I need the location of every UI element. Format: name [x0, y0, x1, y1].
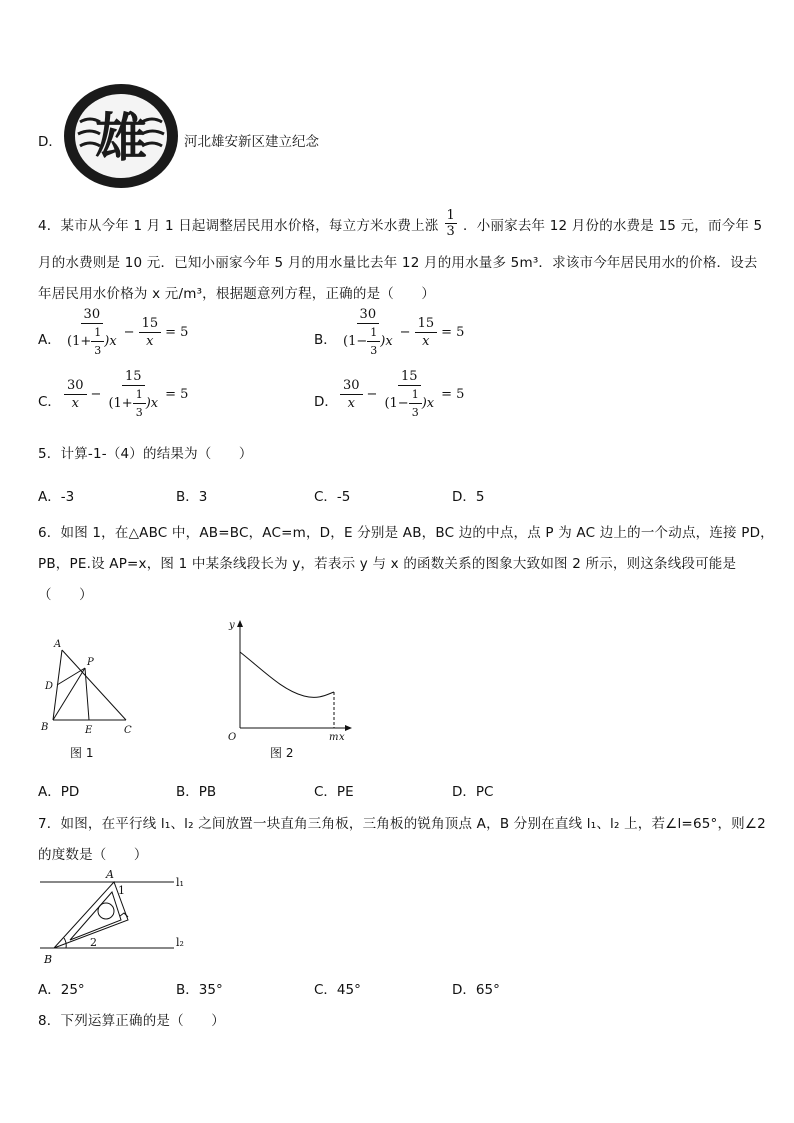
q5-option-a: A．-3: [38, 489, 75, 505]
q6-option-b: B．PB: [176, 784, 217, 800]
q4-line3: 年居民用水价格为 x 元/m³，根据题意列方程，正确的是（ ）: [38, 286, 436, 302]
svg-text:E: E: [85, 725, 93, 736]
svg-text:y: y: [229, 620, 235, 631]
svg-text:l₁: l₁: [176, 876, 184, 889]
q4-line1-b: ．小丽家去年 12 月份的水费是 15 元，而今年 5: [463, 217, 763, 234]
q6-line3: （ ）: [38, 587, 93, 603]
q4-fraction: $\frac{1}{3}$: [446, 208, 456, 239]
q4-option-b-label: B．: [314, 332, 337, 348]
svg-text:O: O: [228, 732, 237, 743]
q6-line1: 6．如图 1，在△ABC 中，AB=BC，AC=m，D，E 分别是 AB，BC 边的中点，点 P 为 AC 边上的一个动点，连接 PD，: [38, 525, 774, 541]
svg-text:C: C: [124, 725, 132, 736]
q4-line2: 月的水费则是 10 元．已知小丽家今年 5 月的用水量比去年 12 月的用水量多 5m³．求该市今年居民用水的价格．设去: [38, 255, 758, 271]
svg-text:A: A: [54, 639, 62, 650]
svg-text:A: A: [106, 868, 114, 881]
q7-option-a: A．25°: [38, 982, 85, 998]
svg-text:P: P: [87, 657, 94, 668]
q8-stem: 8．下列运算正确的是（ ）: [38, 1013, 225, 1029]
q4-option-d-label: D．: [314, 394, 338, 410]
q3-d-caption: 河北雄安新区建立纪念: [184, 134, 319, 150]
q7-option-d: D．65°: [452, 982, 500, 998]
parallel-lines-triangle: [36, 866, 196, 968]
q4-option-a-label: A．: [38, 332, 61, 348]
q6-figure-1: [36, 632, 146, 762]
q4-line1: [38, 208, 762, 239]
q7-line2: 的度数是（ ）: [38, 847, 148, 863]
svg-text:l₂: l₂: [176, 936, 184, 949]
q6-fig1-caption: 图 1: [70, 746, 94, 760]
q5-option-d: D．5: [452, 489, 485, 505]
q7-figure: [36, 866, 196, 968]
svg-text:2: 2: [90, 936, 97, 949]
q5-stem: 5．计算-1-（4）的结果为（ ）: [38, 446, 253, 462]
svg-text:x: x: [339, 732, 345, 743]
q6-option-d: D．PC: [452, 784, 494, 800]
q4-option-b-equation: 30 (1− $\frac{1}{3}$ )x − $\frac{15}{x}$ = 5: [343, 307, 465, 357]
svg-text:1: 1: [118, 884, 125, 897]
q5-option-b: B．3: [176, 489, 208, 505]
q6-line2: PB，PE.设 AP=x，图 1 中某条线段长为 y，若表示 y 与 x 的函数关系的图象大致如图 2 所示，则这条线段可能是: [38, 556, 737, 572]
svg-text:m: m: [329, 732, 339, 743]
q3-option-d: [38, 130, 62, 150]
q4-option-d-equation: $\frac{30}{x}$ − 15 (1− $\frac{1}{3}$ )x = 5: [340, 368, 468, 421]
function-graph: [224, 616, 354, 744]
q6-option-a: A．PD: [38, 784, 80, 800]
q7-option-c: C．45°: [314, 982, 361, 998]
q7-option-b: B．35°: [176, 982, 223, 998]
q4-line1-a: 4．某市从今年 1 月 1 日起调整居民用水价格，每立方米水费上涨: [38, 217, 439, 234]
logo-seal-icon: [62, 82, 180, 190]
svg-text:D: D: [45, 681, 54, 692]
svg-text:B: B: [44, 953, 53, 966]
q7-line1: 7．如图，在平行线 l₁、l₂ 之间放置一块直角三角板，三角板的锐角顶点 A，B 分别在直线 l₁、l₂ 上，若∠l=65°，则∠2: [38, 816, 766, 832]
q4-option-a-equation: 30 (1+ $\frac{1}{3}$ )x − $\frac{15}{x}$ = 5: [67, 307, 189, 357]
q4-option-c-equation: $\frac{30}{x}$ − 15 (1+ $\frac{1}{3}$ )x = 5: [64, 368, 192, 421]
q6-fig2-caption: 图 2: [270, 746, 294, 760]
svg-text:B: B: [41, 722, 49, 733]
q6-figure-2: [224, 616, 354, 762]
xiongan-logo: [62, 82, 180, 190]
svg-text:雄: 雄: [94, 108, 148, 169]
triangle-figure: [36, 632, 146, 737]
q6-option-c: C．PE: [314, 784, 354, 800]
q5-option-c: C．-5: [314, 489, 351, 505]
q4-option-c-label: C．: [38, 394, 61, 410]
q3-d-label: D．: [38, 134, 62, 150]
